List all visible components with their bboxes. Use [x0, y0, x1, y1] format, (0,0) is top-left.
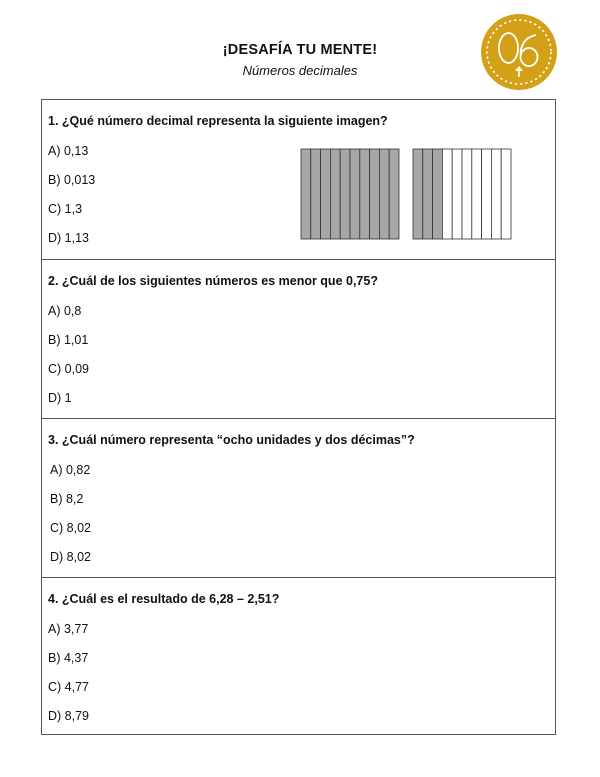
question-4 — [42, 577, 555, 735]
strip-1-column-1-shaded — [301, 149, 311, 239]
question-2-option-a: A) 0,8 — [48, 304, 82, 318]
strip-1-column-6-shaded — [350, 149, 360, 239]
question-2-option-c: C) 0,09 — [48, 362, 89, 376]
strip-1-column-5-shaded — [340, 149, 350, 239]
strip-1-column-7-shaded — [360, 149, 370, 239]
strip-1-column-10-shaded — [389, 149, 399, 239]
question-1-option-c: C) 1,3 — [48, 202, 83, 216]
question-3-option-b: B) 8,2 — [50, 492, 84, 506]
question-4-option-d: D) 8,79 — [48, 709, 89, 723]
question-2-option-d: D) 1 — [48, 391, 72, 405]
question-3-option-d: D) 8,02 — [50, 550, 91, 564]
question-1-option-d: D) 1,13 — [48, 231, 89, 245]
question-2 — [42, 259, 555, 418]
question-3-option-c: C) 8,02 — [50, 521, 91, 535]
page-subtitle: Números decimales — [242, 63, 358, 78]
grade-badge-logo-graphic — [480, 13, 558, 91]
strip-1-column-3-shaded — [321, 149, 331, 239]
grade-badge-logo — [480, 13, 558, 91]
strip-2-column-4-unshaded — [442, 149, 452, 239]
strip-2-column-7-unshaded — [472, 149, 482, 239]
strip-1-column-8-shaded — [370, 149, 380, 239]
question-1-option-a: A) 0,13 — [48, 144, 89, 158]
strip-2-column-1-shaded — [413, 149, 423, 239]
strip-1-column-4-shaded — [330, 149, 340, 239]
question-4-option-a: A) 3,77 — [48, 622, 89, 636]
strip-2-column-2-shaded — [423, 149, 433, 239]
question-2-option-b: B) 1,01 — [48, 333, 89, 347]
strip-2-column-5-unshaded — [452, 149, 462, 239]
worksheet-header — [0, 0, 600, 100]
question-3-text: 3. ¿Cuál número representa “ocho unidades y dos décimas”? — [48, 433, 415, 447]
strip-2-column-6-unshaded — [462, 149, 472, 239]
question-2-text: 2. ¿Cuál de los siguientes números es menor que 0,75? — [48, 274, 378, 288]
question-3-option-a: A) 0,82 — [50, 463, 91, 477]
strip-2-column-3-shaded — [433, 149, 443, 239]
decimal-strips-figure — [300, 148, 512, 240]
strip-2-column-9-unshaded — [491, 149, 501, 239]
quiz-box — [41, 99, 556, 735]
strip-2-column-8-unshaded — [482, 149, 492, 239]
question-1-text: 1. ¿Qué número decimal representa la siguiente imagen? — [48, 114, 388, 128]
question-3 — [42, 418, 555, 577]
question-4-option-c: C) 4,77 — [48, 680, 89, 694]
question-4-text: 4. ¿Cuál es el resultado de 6,28 – 2,51? — [48, 592, 280, 606]
strip-1-column-2-shaded — [311, 149, 321, 239]
strip-1-column-9-shaded — [379, 149, 389, 239]
question-4-option-b: B) 4,37 — [48, 651, 89, 665]
strip-2-column-10-unshaded — [501, 149, 511, 239]
question-1-option-b: B) 0,013 — [48, 173, 96, 187]
question-1 — [42, 100, 555, 259]
page-title: ¡DESAFÍA TU MENTE! — [222, 42, 378, 58]
